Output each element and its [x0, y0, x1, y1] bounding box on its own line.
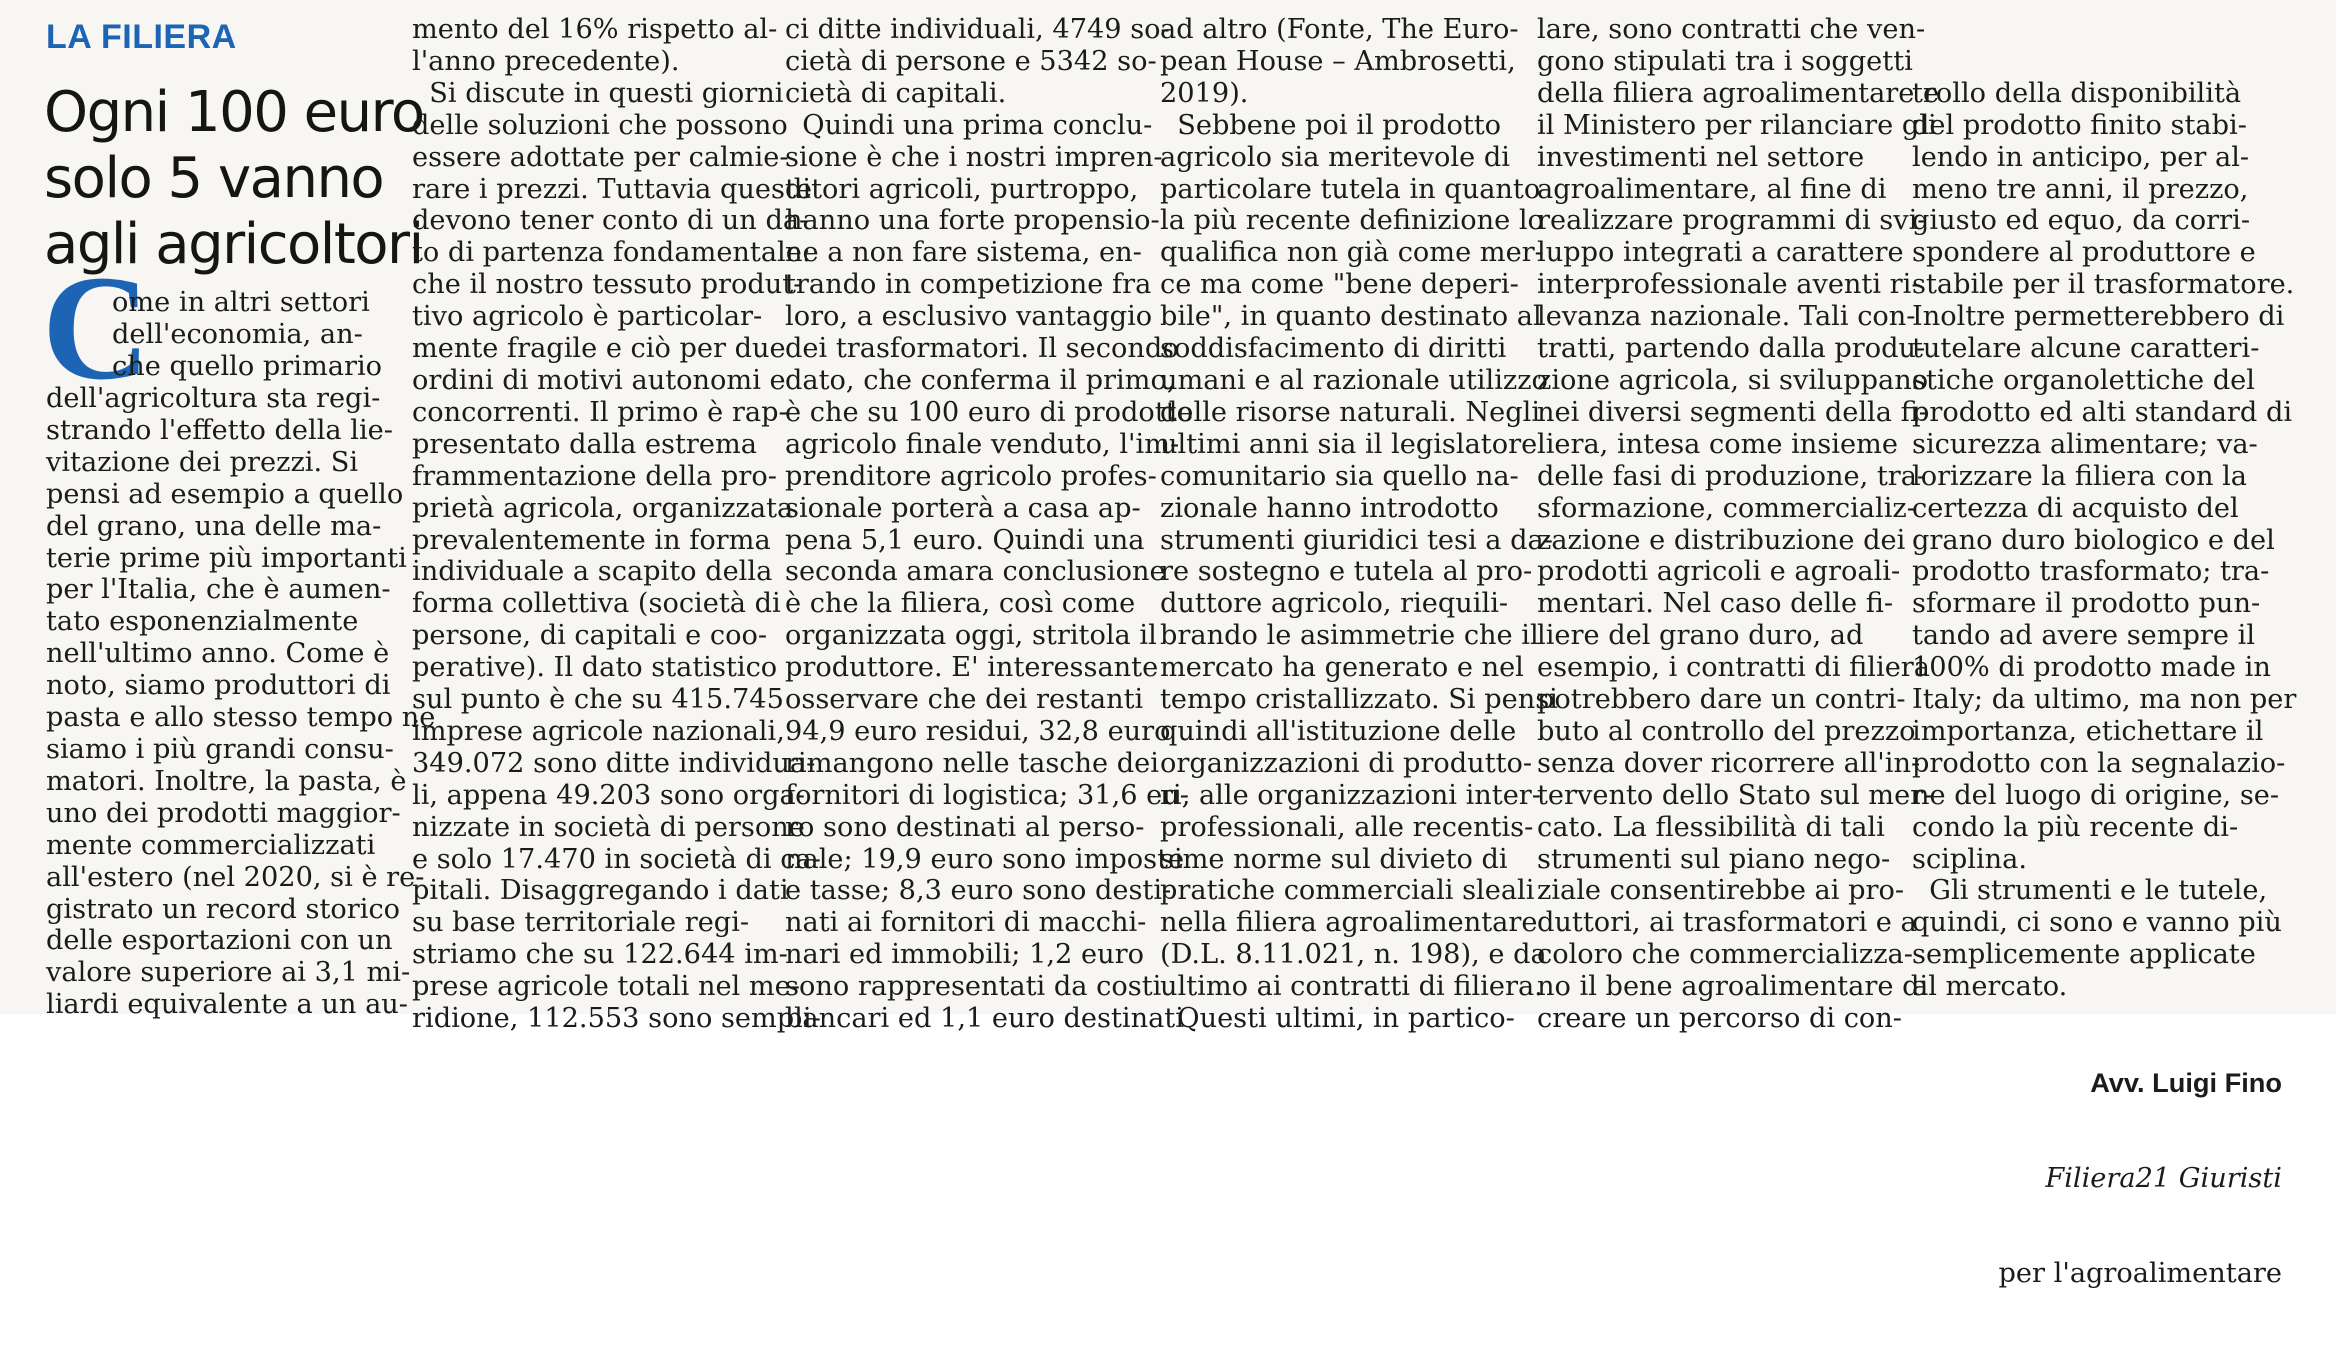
text-line: quindi all'istituzione delle: [1160, 715, 1517, 747]
author-organization: Filiera21 Giuristi: [2045, 1162, 2282, 1194]
text-line: agricolo sia meritevole di: [1160, 141, 1510, 173]
text-line: duttori, ai trasformatori e a: [1537, 907, 1917, 939]
text-line: tivo agricolo è particolar-: [412, 301, 763, 333]
text-line: uno dei prodotti maggior-: [46, 797, 401, 829]
text-line: importanza, etichettare il: [1912, 715, 2264, 747]
text-line: nella filiera agroalimentare: [1160, 907, 1538, 939]
text-line: seconda amara conclusione: [785, 556, 1166, 588]
text-line: vitazione dei prezzi. Si: [46, 446, 359, 478]
column-1-top: [112, 287, 382, 383]
text-line: quindi, ci sono e vanno più: [1912, 907, 2282, 939]
headline-line: Ogni 100 euro: [44, 80, 424, 145]
text-line: ad altro (Fonte, The Euro-: [1160, 14, 1519, 45]
text-line: mento del 16% rispetto al-: [412, 14, 778, 45]
text-line: essere adottate per calmie-: [412, 141, 789, 173]
text-line: umani e al razionale utilizzo: [1160, 364, 1548, 396]
text-line: noto, siamo produttori di: [46, 670, 391, 702]
text-line: prodotto con la segnalazio-: [1912, 747, 2286, 779]
column-1: [46, 383, 435, 1021]
text-line: su base territoriale regi-: [412, 907, 750, 939]
text-line: Quindi una prima conclu-: [785, 109, 1153, 141]
text-line: 2019).: [1160, 77, 1249, 109]
text-line: sione è che i nostri impren-: [785, 141, 1163, 173]
text-line: pasta e allo stesso tempo ne: [46, 702, 436, 734]
text-line: zionale hanno introdotto: [1160, 492, 1499, 524]
text-line: lare, sono contratti che ven-: [1537, 14, 1926, 45]
text-line: terie prime più importanti: [46, 542, 407, 574]
text-line: comunitario sia quello na-: [1160, 460, 1519, 492]
author-organization-line2: per l'agroalimentare: [1998, 1258, 2282, 1290]
text-line: professionali, alle recentis-: [1160, 811, 1534, 843]
text-line: sime norme sul divieto di: [1160, 843, 1508, 875]
text-line: pitali. Disaggregando i dati: [412, 875, 789, 907]
text-line: ridione, 112.553 sono sempli-: [412, 1003, 821, 1035]
text-line: gistrato un record storico: [46, 893, 401, 925]
text-line: ci ditte individuali, 4749 so-: [785, 14, 1170, 45]
text-line: (D.L. 8.11.021, n. 198), e da: [1160, 939, 1547, 971]
text-line: dato, che conferma il primo,: [785, 364, 1176, 396]
text-line: esempio, i contratti di filiera: [1537, 652, 1930, 684]
text-line: sformazione, commercializ-: [1537, 492, 1916, 524]
text-line: mente fragile e ciò per due: [412, 333, 786, 365]
text-line: Gli strumenti e le tutele,: [1912, 875, 2268, 907]
text-line: re sostegno e tutela al pro-: [1160, 556, 1533, 588]
text-line: semplicemente applicate: [1912, 939, 2256, 971]
text-line: investimenti nel settore: [1537, 141, 1865, 173]
text-line: trando in competizione fra: [785, 269, 1152, 301]
text-line: persone, di capitali e coo-: [412, 620, 768, 652]
text-line: della filiera agroalimentare e: [1537, 77, 1940, 109]
text-line: grano duro biologico e del: [1912, 524, 2275, 556]
text-line: il Ministero per rilanciare gli: [1537, 109, 1937, 141]
text-line: spondere al produttore e: [1912, 237, 2256, 269]
text-line: bancari ed 1,1 euro destinati: [785, 1003, 1184, 1035]
text-line: ri, alle organizzazioni inter-: [1160, 779, 1541, 811]
text-line: condo la più recente di-: [1912, 811, 2239, 843]
text-line: devono tener conto di un da-: [412, 205, 809, 237]
text-line: strando l'effetto della lie-: [46, 414, 393, 446]
text-line: mente commercializzati: [46, 829, 376, 861]
text-line: ultimo ai contratti di filiera.: [1160, 971, 1543, 1003]
text-line: coloro che commercializza-: [1537, 939, 1913, 971]
text-line: pena 5,1 euro. Quindi una: [785, 524, 1145, 556]
text-line: del prodotto finito stabi-: [1912, 109, 2247, 141]
text-line: cietà di capitali.: [785, 77, 1007, 109]
text-line: nizzate in società di persone: [412, 811, 805, 843]
text-line: soddisfacimento di diritti: [1160, 333, 1507, 365]
text-line: del grano, una delle ma-: [46, 510, 382, 542]
text-line: rimangono nelle tasche dei: [785, 747, 1159, 779]
text-line: prodotto ed alti standard di: [1912, 396, 2293, 428]
column-6: [1912, 14, 2297, 1354]
text-line: senza dover ricorrere all'in-: [1537, 747, 1921, 779]
text-line: sformare il prodotto pun-: [1912, 588, 2261, 620]
text-line: strumenti sul piano nego-: [1537, 843, 1891, 875]
text-line: particolare tutela in quanto: [1160, 173, 1541, 205]
text-line: 94,9 euro residui, 32,8 euro: [785, 715, 1171, 747]
text-line: e solo 17.470 in società di ca-: [412, 843, 821, 875]
text-line: al mercato.: [1912, 971, 2068, 1003]
text-line: lendo in anticipo, per al-: [1912, 141, 2250, 173]
text-line: sul punto è che su 415.745: [412, 684, 784, 716]
text-line: tando ad avere sempre il: [1912, 620, 2256, 652]
column-6-body: [1912, 77, 2297, 1003]
text-line: duttore agricolo, riequili-: [1160, 588, 1509, 620]
text-line: liera, intesa come insieme: [1537, 428, 1898, 460]
text-line: nei diversi segmenti della fi-: [1537, 396, 1928, 428]
drop-cap: C: [42, 245, 151, 411]
text-line: stiche organolettiche del: [1912, 364, 2255, 396]
text-line: striamo che su 122.644 im-: [412, 939, 788, 971]
text-line: certezza di acquisto del: [1912, 492, 2239, 524]
text-line: organizzazioni di produtto-: [1160, 747, 1533, 779]
text-line: individuale a scapito della: [412, 556, 773, 588]
text-line: tempo cristallizzato. Si pensi: [1160, 684, 1558, 716]
text-line: strumenti giuridici tesi a da-: [1160, 524, 1553, 556]
text-line: trollo della disponibilità: [1912, 77, 2242, 109]
text-line: Italy; da ultimo, ma non per: [1912, 684, 2297, 716]
text-line: interprofessionale aventi ri-: [1537, 269, 1921, 301]
text-line: zione agricola, si sviluppano: [1537, 364, 1929, 396]
text-line: meno tre anni, il prezzo,: [1912, 173, 2249, 205]
text-line: la più recente definizione lo: [1160, 205, 1544, 237]
text-line: organizzata oggi, stritola il: [785, 620, 1157, 652]
text-line: tutelare alcune caratteri-: [1912, 333, 2260, 365]
text-line: stabile per il trasformatore.: [1912, 269, 2295, 301]
text-line: creare un percorso di con-: [1537, 1003, 1902, 1035]
text-line: ditori agricoli, purtroppo,: [785, 173, 1139, 205]
text-line: è che la filiera, così come: [785, 588, 1136, 620]
text-line: prietà agricola, organizzata: [412, 492, 794, 524]
text-line: potrebbero dare un contri-: [1537, 684, 1906, 716]
column-3: [785, 14, 1193, 1035]
column-5: [1537, 14, 1939, 1035]
text-line: imprese agricole nazionali,: [412, 715, 785, 747]
text-line: gono stipulati tra i soggetti: [1537, 45, 1913, 77]
text-line: tratti, partendo dalla produ-: [1537, 333, 1926, 365]
text-line: loro, a esclusivo vantaggio: [785, 301, 1153, 333]
text-line: siamo i più grandi consu-: [46, 733, 394, 765]
text-line: fornitori di logistica; 31,6 eu-: [785, 779, 1189, 811]
text-line: per l'Italia, che è aumen-: [46, 574, 391, 606]
text-line: presentato dalla estrema: [412, 428, 758, 460]
text-line: tato esponenzialmente: [46, 606, 359, 638]
text-line: delle risorse naturali. Negli: [1160, 396, 1541, 428]
text-line: matori. Inoltre, la pasta, è: [46, 765, 407, 797]
column-2: [412, 14, 821, 1035]
text-line: prevalentemente in forma: [412, 524, 771, 556]
text-line: rare i prezzi. Tuttavia queste: [412, 173, 812, 205]
text-line: liardi equivalente a un au-: [46, 989, 408, 1021]
text-line: lorizzare la filiera con la: [1912, 460, 2247, 492]
text-line: pensi ad esempio a quello: [46, 478, 404, 510]
text-line: dei trasformatori. Il secondo: [785, 333, 1179, 365]
text-line: ziale consentirebbe ai pro-: [1537, 875, 1905, 907]
text-line: delle esportazioni con un: [46, 925, 393, 957]
text-line: agroalimentare, al fine di: [1537, 173, 1887, 205]
text-line: Questi ultimi, in partico-: [1160, 1003, 1515, 1035]
text-line: pratiche commerciali sleali: [1160, 875, 1535, 907]
text-line: che il nostro tessuto produt-: [412, 269, 803, 301]
text-line: ro sono destinati al perso-: [785, 811, 1145, 843]
text-line: Si discute in questi giorni: [412, 77, 784, 109]
text-line: delle fasi di produzione, tra-: [1537, 460, 1927, 492]
text-line: ne a non fare sistema, en-: [785, 237, 1142, 269]
text-line: perative). Il dato statistico: [412, 652, 778, 684]
text-line: bile", in quanto destinato al: [1160, 301, 1542, 333]
headline-line: solo 5 vanno: [44, 146, 384, 211]
text-line: all'estero (nel 2020, si è re-: [46, 861, 425, 893]
column-4: [1160, 14, 1558, 1035]
text-line: nale; 19,9 euro sono imposte: [785, 843, 1185, 875]
text-line: sicurezza alimentare; va-: [1912, 428, 2258, 460]
text-line: prodotti agricoli e agroali-: [1537, 556, 1901, 588]
text-line: li, appena 49.203 sono orga-: [412, 779, 805, 811]
text-line: nari ed immobili; 1,2 euro: [785, 939, 1144, 971]
text-line: ultimi anni sia il legislatore: [1160, 428, 1538, 460]
text-line: mentari. Nel caso delle fi-: [1537, 588, 1894, 620]
text-line: osservare che dei restanti: [785, 684, 1144, 716]
headline-line: agli agricoltori: [44, 212, 423, 277]
text-line: pean House – Ambrosetti,: [1160, 45, 1516, 77]
text-line: sono rappresentati da costi: [785, 971, 1162, 1003]
text-line: realizzare programmi di svi-: [1537, 205, 1927, 237]
text-line: Inoltre permetterebbero di: [1912, 301, 2285, 333]
text-line: ordini di motivi autonomi e: [412, 364, 786, 396]
text-line: prenditore agricolo profes-: [785, 460, 1157, 492]
text-line: delle soluzioni che possono: [412, 109, 788, 141]
text-line: levanza nazionale. Tali con-: [1537, 301, 1916, 333]
text-line: produttore. E' interessante: [785, 652, 1159, 684]
text-line: mercato ha generato e nel: [1160, 652, 1524, 684]
text-line: luppo integrati a carattere: [1537, 237, 1904, 269]
text-line: 100% di prodotto made in: [1912, 652, 2271, 684]
text-line: to di partenza fondamentale:: [412, 237, 811, 269]
text-line: ne del luogo di origine, se-: [1912, 779, 2280, 811]
text-line: forma collettiva (società di: [412, 588, 781, 620]
text-line: nati ai fornitori di macchi-: [785, 907, 1147, 939]
text-line: che quello primario: [112, 350, 383, 382]
text-line: e tasse; 8,3 euro sono desti-: [785, 875, 1172, 907]
section-tag: LA FILIERA: [46, 18, 237, 56]
text-line: liere del grano duro, ad: [1537, 620, 1864, 652]
text-line: concorrenti. Il primo è rap-: [412, 396, 788, 428]
text-line: zazione e distribuzione dei: [1537, 524, 1906, 556]
text-line: sionale porterà a casa ap-: [785, 492, 1141, 524]
text-line: hanno una forte propensio-: [785, 205, 1160, 237]
text-line: tervento dello Stato sul mer-: [1537, 779, 1933, 811]
text-line: giusto ed equo, da corri-: [1912, 205, 2251, 237]
text-line: ome in altri settori: [112, 287, 370, 318]
text-line: valore superiore ai 3,1 mi-: [46, 957, 411, 989]
text-line: agricolo finale venduto, l'im-: [785, 428, 1180, 460]
text-line: cietà di persone e 5342 so-: [785, 45, 1157, 77]
text-line: no il bene agroalimentare di: [1537, 971, 1929, 1003]
text-line: frammentazione della pro-: [412, 460, 777, 492]
text-line: prodotto trasformato; tra-: [1912, 556, 2270, 588]
text-line: prese agricole totali nel me-: [412, 971, 800, 1003]
text-line: ce ma come "bene deperi-: [1160, 269, 1519, 301]
text-line: è che su 100 euro di prodotto: [785, 396, 1193, 428]
text-line: dell'economia, an-: [112, 318, 363, 350]
author-name: Avv. Luigi Fino: [2090, 1066, 2282, 1098]
text-line: brando le asimmetrie che il: [1160, 620, 1539, 652]
text-line: 349.072 sono ditte individua-: [412, 747, 816, 779]
text-line: cato. La flessibilità di tali: [1537, 811, 1885, 843]
text-line: nell'ultimo anno. Come è: [46, 638, 390, 670]
text-line: qualifica non già come mer-: [1160, 237, 1544, 269]
text-line: buto al controllo del prezzo: [1537, 715, 1916, 747]
text-line: sciplina.: [1912, 843, 2028, 875]
text-line: l'anno precedente).: [412, 45, 680, 77]
text-line: Sebbene poi il prodotto: [1160, 109, 1502, 141]
text-line: dell'agricoltura sta regi-: [46, 383, 381, 414]
